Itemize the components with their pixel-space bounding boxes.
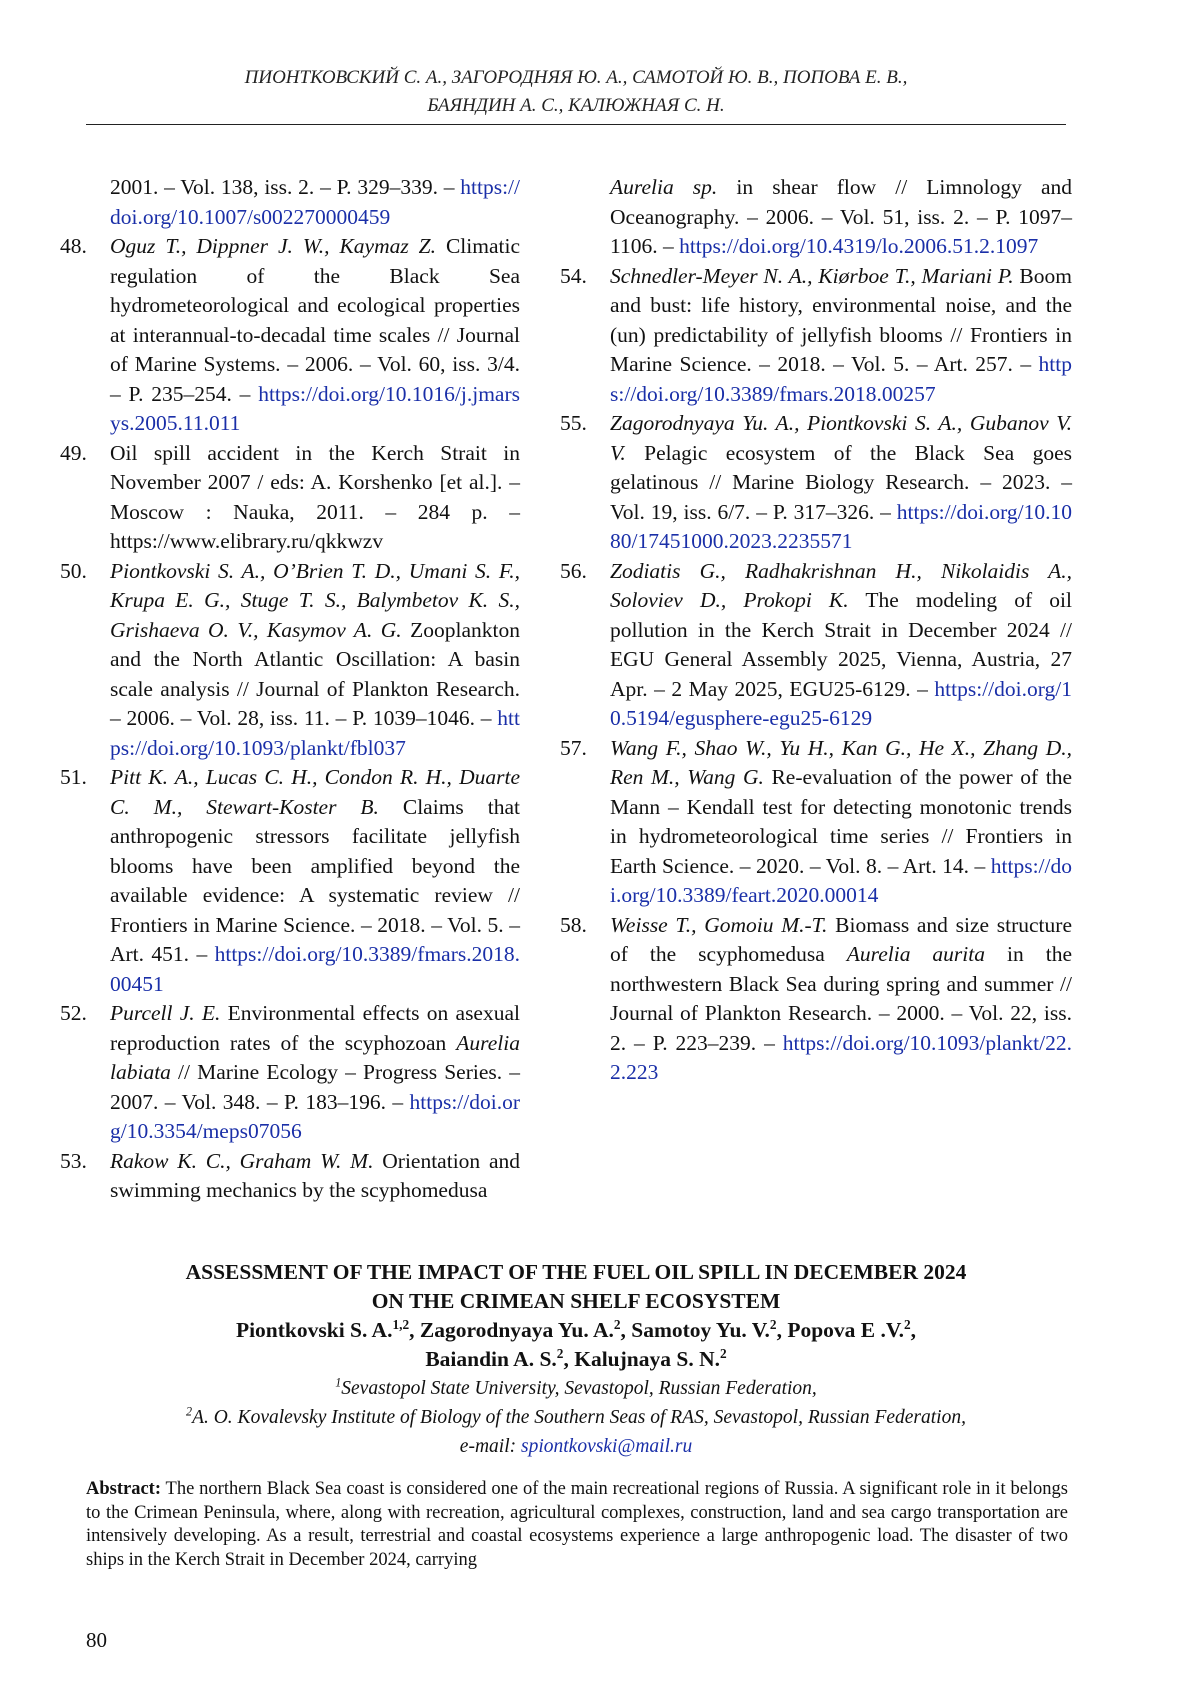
doi-link[interactable]: https://doi.org/10.3354/meps07056 [110, 1089, 520, 1143]
running-head [86, 64, 1066, 120]
doi-link[interactable]: https://doi.org/10.4319/lo.2006.51.2.1097 [679, 234, 1039, 258]
doi-link[interactable]: https://doi.org/10.1007/s002270000459 [110, 175, 520, 229]
reference-58: 58. Weisse T., Gomoiu M.-T. Biomass and size structure of the scyphomedusa Aurelia aurita in the northwestern Black Sea during spring and summer // Journal of Plankton Research. – 2000. – Vol. 22, iss. 2. – P. 223–239. – https://doi.org/10.1093/plankt/22.2.223 [560, 912, 1072, 1084]
reference-51: 51. Pitt K. A., Lucas C. H., Condon R. H., Duarte C. M., Stewart-Koster B. Claims that anthropogenic stressors facilitate jellyfish blooms have been amplified beyond the available evidence: A systematic review // Frontiers in Marine Science. – 2018. – Vol. 5. – Art. 451. – https://doi.org/10.3389/fmars.2018.00451 [60, 765, 520, 996]
article-header [86, 1258, 1066, 1461]
reference-47-continued: 2001. – Vol. 138, iss. 2. – P. 329–339. – https://doi.org/10.1007/s002270000459 [110, 175, 520, 229]
reference-authors: Schnedler-Meyer N. A., Kiørboe T., Mariani P. [610, 263, 1014, 288]
doi-link[interactable]: https://doi.org/10.1080/17451000.2023.2235571 [610, 499, 1072, 553]
reference-number: 53. [60, 1148, 87, 1173]
reference-authors: Weisse T., Gomoiu M.-T. [610, 912, 828, 937]
reference-column-right [560, 173, 1072, 1088]
doi-link[interactable]: https://doi.org/10.1016/j.jmarsys.2005.11.011 [110, 381, 520, 435]
reference-57: 57. Wang F., Shao W., Yu H., Kan G., He X., Zhang D., Ren M., Wang G. Re-evaluation of the power of the Mann – Kendall test for detecting monotonic trends in hydrometeorological time series // Frontiers in Earth Science. – 2020. – Vol. 8. – Art. 14. – https://doi.org/10.3389/feart.2020.00014 [560, 735, 1072, 907]
reference-authors: Purcell J. E. [110, 1001, 221, 1025]
reference-number: 52. [60, 1001, 87, 1025]
email-link[interactable]: spiontkovski@mail.ru [520, 1436, 693, 1457]
reference-number: 58. [560, 912, 587, 937]
reference-49: 49. Oil spill accident in the Kerch Strait in November 2007 / eds: A. Korshenko [et al.]. – Moscow : Nauka, 2011. – 284 p. – https://www.elibrary.ru/qkkwzv [60, 440, 520, 553]
reference-number: 55. [560, 411, 587, 435]
reference-number: 57. [560, 735, 587, 760]
doi-link[interactable]: https://doi.org/10.5194/egusphere-egu25-6129 [610, 676, 1072, 730]
article-title: ASSESSMENT OF THE IMPACT OF THE FUEL OIL SPILL IN DECEMBER 2024 ON THE CRIMEAN SHELF ECOSYSTEM [185, 1260, 967, 1313]
reference-authors: Pitt K. A., Lucas C. H., Condon R. H., Duarte C. M., Stewart-Koster B. [110, 765, 520, 819]
running-head-line2: БАЯНДИН А. С., КАЛЮЖНАЯ С. Н. [427, 95, 725, 116]
doi-link[interactable]: https://doi.org/10.1093/plankt/22.2.223 [610, 1030, 1072, 1084]
reference-authors: Zagorodnyaya Yu. A., Piontkovski S. A., Gubanov V. V. [610, 411, 1072, 465]
abstract [86, 1478, 1068, 1572]
reference-number: 54. [560, 263, 587, 288]
article-authors [86, 1316, 1066, 1374]
abstract-label: Abstract: [86, 1479, 162, 1499]
reference-number: 56. [560, 558, 587, 583]
reference-53-continued: Aurelia sp. in shear flow // Limnology and Oceanography. – 2006. – Vol. 51, iss. 2. – P. 1097–1106. – https://doi.org/10.4319/lo.2006.51.2.1097 [610, 175, 1072, 258]
reference-48: 48. Oguz T., Dippner J. W., Kaymaz Z. Climatic regulation of the Black Sea hydrometeorological and ecological properties at interannual-to-decadal time scales // Journal of Marine Systems. – 2006. – Vol. 60, iss. 3/4. – P. 235–254. – https://doi.org/10.1016/j.jmarsys.2005.11.011 [60, 234, 520, 435]
contact-email: e-mail: spiontkovski@mail.ru [459, 1436, 693, 1457]
reference-53: 53. Rakow K. C., Graham W. M. Orientation and swimming mechanics by the scyphomedusa [60, 1148, 520, 1202]
reference-authors: Piontkovski S. A., O’Brien T. D., Umani S. F., Krupa E. G., Stuge T. S., Balymbetov K. S., Grishaeva O. V., Kasymov A. G. [110, 558, 520, 642]
doi-link[interactable]: https://doi.org/10.3389/fmars.2018.00257 [610, 352, 1072, 406]
affiliations [86, 1374, 1066, 1461]
reference-number: 49. [60, 440, 87, 465]
reference-52: 52. Purcell J. E. Environmental effects on asexual reproduction rates of the scyphozoan Aurelia labiata // Marine Ecology – Progress Series. – 2007. – Vol. 348. – P. 183–196. – https://doi.org/10.3354/meps07056 [60, 1001, 520, 1143]
reference-56: 56. Zodiatis G., Radhakrishnan H., Nikolaidis A., Soloviev D., Prokopi K. The modeling of oil pollution in the Kerch Strait in December 2024 // EGU General Assembly 2025, Vienna, Austria, 27 Apr. – 2 May 2025, EGU25-6129. – https://doi.org/10.5194/egusphere-egu25-6129 [560, 558, 1072, 730]
authors-line1: Piontkovski S. A.$^{1,2}$, Zagorodnyaya Yu. A.$^2$, Samotoy Yu. V.$^2$, Popova E .V.$^2$, [235, 1316, 917, 1342]
reference-55: 55. Zagorodnyaya Yu. A., Piontkovski S. A., Gubanov V. V. Pelagic ecosystem of the Black Sea goes gelatinous // Marine Biology Research. – 2023. – Vol. 19, iss. 6/7. – P. 317–326. – https://doi.org/10.1080/17451000.2023.2235571 [560, 411, 1072, 553]
running-head-line1: ПИОНТКОВСКИЙ С. А., ЗАГОРОДНЯЯ Ю. А., САМОТОЙ Ю. В., ПОПОВА Е. В., [244, 67, 908, 88]
authors-line2: Baiandin A. S.$^2$, Kalujnaya S. N.$^2$ [425, 1345, 727, 1371]
reference-column-left [60, 173, 520, 1206]
abstract-text: The northern Black Sea coast is considered one of the main recreational regions of Russia. A significant role in it belongs to the Crimean Peninsula, where, along with recreation, agricultural complexes, construction, land and sea cargo transportation are intensively developing. As a result, terrestrial and coastal ecosystems experience a large anthropogenic load. The disaster of two ships in the Kerch Strait in December 2024, carrying [86, 1479, 1068, 1570]
reference-54: 54. Schnedler-Meyer N. A., Kiørboe T., Mariani P. Boom and bust: life history, environmental noise, and the (un) predictability of jellyfish blooms // Frontiers in Marine Science. – 2018. – Vol. 5. – Art. 257. – https://doi.org/10.3389/fmars.2018.00257 [560, 263, 1072, 406]
reference-number: 51. [60, 765, 87, 789]
reference-number: 48. [60, 234, 87, 258]
reference-authors: Wang F., Shao W., Yu H., Kan G., He X., Zhang D., Ren M., Wang G. [610, 735, 1072, 789]
reference-authors: Rakow K. C., Graham W. M. [110, 1148, 374, 1173]
reference-number: 50. [60, 558, 87, 583]
header-rule [86, 124, 1066, 125]
affiliation-2: $^2$A. O. Kovalevsky Institute of Biology of the Southern Seas of RAS, Sevastopol, Russian Federation, [186, 1404, 966, 1428]
affiliation-1: $^1$Sevastopol State University, Sevastopol, Russian Federation, [335, 1375, 817, 1399]
reference-authors: Oguz T., Dippner J. W., Kaymaz Z. [110, 234, 437, 258]
page-number: 80 [86, 1628, 107, 1652]
doi-link[interactable]: https://doi.org/10.3389/fmars.2018.00451 [110, 942, 520, 996]
reference-50: 50. Piontkovski S. A., O’Brien T. D., Umani S. F., Krupa E. G., Stuge T. S., Balymbetov K. S., Grishaeva O. V., Kasymov A. G. Zooplankton and the North Atlantic Oscillation: A basin scale analysis // Journal of Plankton Research. – 2006. – Vol. 28, iss. 11. – P. 1039–1046. – https://doi.org/10.1093/plankt/fbl037 [60, 558, 520, 760]
reference-authors: Zodiatis G., Radhakrishnan H., Nikolaidis A., Soloviev D., Prokopi K. [610, 558, 1072, 612]
doi-link[interactable]: https://doi.org/10.1093/plankt/fbl037 [110, 706, 520, 760]
doi-link[interactable]: https://doi.org/10.3389/feart.2020.00014 [610, 853, 1072, 907]
